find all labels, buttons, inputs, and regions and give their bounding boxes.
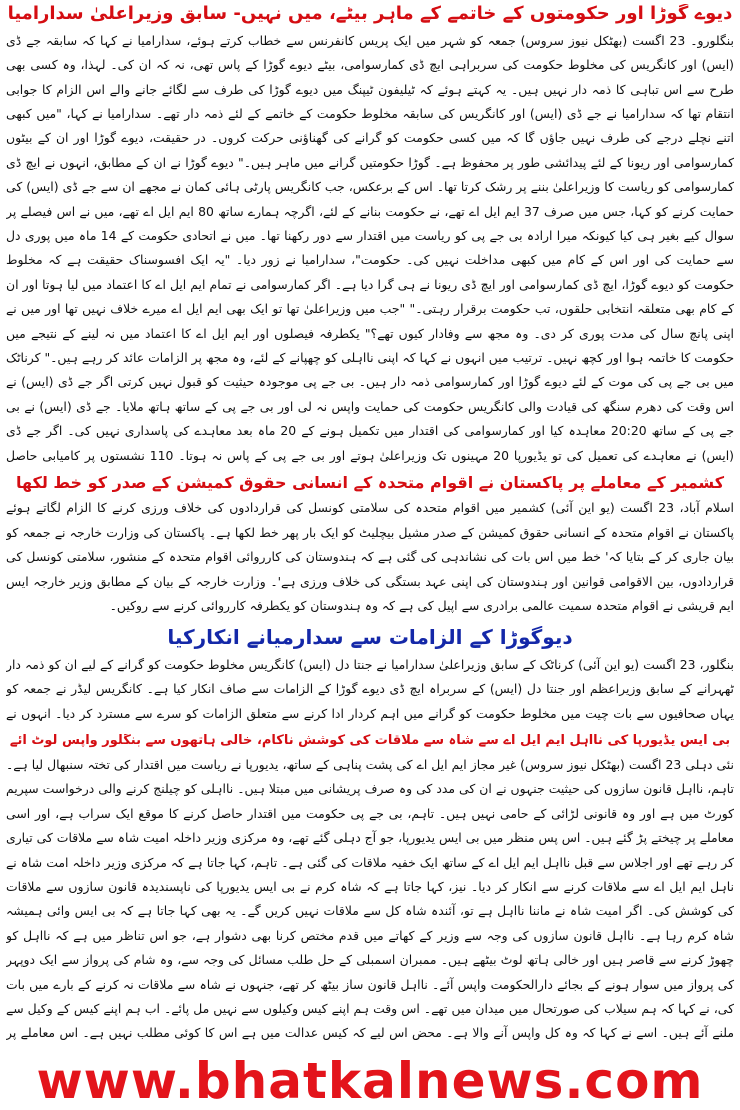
article-sadaramaiah-denial <box>6 4 734 471</box>
article-devegowda-allegations <box>6 626 734 728</box>
article-body: بنگلورو۔ 23 اگست (بھٹکل نیوز سروس) جمعہ کو شہر میں ایک پریس کانفرنس سے خطاب کرتے ہوئے، سدارامیا نے کہا کہ سابقہ جے ڈی (ایس) اور کانگریس کی مخلوط حکومت کی سربراہی ایچ ڈی کمارسوامی، بیٹے دیوے گوڑا کے پاس تھی، نہ کہ ان کی۔ لہذا، وہ کسی بھی طرح سے اس تباہی کا ذمہ دار نہیں ہیں۔ یہ کہتے ہوئے کہ ٹیلیفون ٹیپنگ میں دیوے گوڑا کی طرف سے لگائے جانے والے اس الزام کا جوابی انتقام تھا کہ سدارامیا نے جے ڈی (ایس) اور کانگریس کی سابقہ مخلوط حکومت کے خاتمے کے لئے ذمہ دار تھے۔ سدارامیا نے کہا، "میں کبھی اتنے نچلے درجے کی طرف نہیں جاؤں گا کہ میں کسی حکومت کو گرانے کی گھناؤنی حرکت کروں۔ در حقیقت، دیوے گوڑا اور ان کے بیٹوں کمارسوامی اور ریونا کے لئے پیدائشی طور پر محفوظ ہے۔ گوڑا حکومتیں گرانے میں ماہر ہیں۔" دیوے گوڑا نے ان کے مطابق، انہوں نے ایچ ڈی کمارسوامی کو ریاست کا وزیراعلیٰ بننے پر رشک کرتا تھا۔ اس کے برعکس، جب کانگریس پارٹی ہائی کمان نے مجھے ان سے جے ڈی (ایس) کی حمایت کرنے کو کہا، جس میں صرف 37 ایم ایل اے تھے، نے حکومت بنانے کے لئے، اگرچہ ہمارے ساتھ 80 ایم ایل اے تھے، میں نے اس فیصلے پر سوال کیے بغیر ہی کیا کیونکہ میرا ارادہ بی جے پی کو ریاست میں اقتدار سے دور رکھنا تھا۔ میں نے اتحادی حکومت کے 14 ماہ میں پوری دل سے حمایت کی اور اس کے کام میں کبھی مداخلت نہیں کی۔ حکومت"، سدارامیا نے زور دیا۔ "یہ ایک افسوسناک حقیقت ہے کہ مخلوط حکومت کو دیوے گوڑا، ایچ ڈی کمارسوامی اور ایچ ڈی ریونا نے ہی گرا دیا ہے۔ اگر کمارسوامی نے تمام ایم ایل اے کا اعتماد میں لیا ہوتا اور ان کے کام بھی متعلقہ انتخابی حلقوں، تب حکومت برقرار رہتی۔" "جب میں وزیراعلیٰ تھا تو ایک بھی ایم ایل اے میرے خلاف نہیں تھا اور میں نے اپنی پانچ سال کی مدت پوری کر دی۔ وہ مجھ سے وفادار کیوں تھے؟" یکطرفہ فیصلوں اور ایم ایل اے کا اعتماد میں نہ لینے کے نتیجے میں حکومت کا خاتمہ ہوا اور کچھ نہیں۔ ترتیب میں انہوں نے کہا کہ اپنی نااہلی کو چھپانے کے لئے، وہ مجھ پر الزامات عائد کر رہے ہیں۔" کرناٹک میں بی جے پی کی موت کے لئے دیوے گوڑا اور کمارسوامی ذمہ دار ہیں۔ بی جے پی موجودہ حیثیت کو قبول نہیں کرتی اگر جے ڈی (ایس) نے اس وقت کی دھرم سنگھ کی قیادت والی کانگریس حکومت کی حمایت واپس نہ لی اور بی جے پی کے ساتھ ہاتھ ملایا۔ جے ڈی (ایس) نے بی جے پی کے ساتھ 20:20 معاہدہ کیا اور کمارسوامی کی اقتدار میں تکمیل ہونے کے 20 ماہ بعد معاہدے کی پاسداری نہیں کی۔ اگر جے ڈی (ایس) نے معاہدے کی تعمیل کی تو یڈیورپا 20 مہینوں تک وزیراعلیٰ ہوتے اور بی جے پی کے پاس نہ ہوتا۔ 110 نشستوں پر کامیابی حاصل <box>6 32 734 463</box>
article-kashmir-pakistan-letter <box>6 474 734 620</box>
article-body: نئی دہلی 23 اگست (بھٹکل نیوز سروس) غیر مجاز ایم ایل اے کی پشت پناہی کے ساتھ، یدیورپا نے ریاست میں اقتدار کی تختہ سنبھال لیا ہے۔ تاہم، نااہل قانون سازوں کی حیثیت جنہوں نے ان کی مدد کی وہ صرف پریشانی میں مبتلا ہیں۔ نااہلی کو چیلنج کرنے والی درخواست سپریم کورٹ میں ہے اور وہ قانونی لڑائی کے حامی نہیں ہیں۔ تاہم، بی جے پی حکومت میں اقتدار حاصل کرنے کا موقع ایک سراب ہے، اور اسی معاملے پر چیختے پڑ گئے ہیں۔ اس پس منظر میں بی ایس یدیورپا، جو آج دہلی گئے تھے، وہ مرکزی وزیر داخلہ امیت شاہ سے ملاقات کی تیاری کر رہے تھے اور اجلاس سے قبل نااہل ایم ایل اے کے ساتھ ایک خفیہ ملاقات کی گئی ہے۔ تاہم، کہا جاتا ہے کہ مرکزی وزیر داخلہ امت شاہ نے ناہل ایم ایل اے سے ملاقات کرنے سے انکار کر دیا۔ نیز، کہا جاتا ہے کہ شاہ کرم نے بی ایس یدیورپا کی ناپسندیدہ قانون سازوں سے ملاقات کی کوشش کی۔ اگر امیت شاہ نے ماننا نااہل ہے تو، آئندہ شاہ کل سے ملاقات نہیں کریں گے۔ یہ بھی کہا جاتا ہے کہ بی ایس وائی ہمیشہ شاہ کرم رہا ہے۔ نااہل قانون سازوں کی وجہ سے وزیر کے کھاتے میں قدم مختص کرنا بھی دشوار ہے، جو اس تناظر میں ہے کہ نااہل کو چھوڑ کرنے سے قاصر ہیں اور خالی ہاتھ لوٹ بیٹھے ہیں۔ ممبران اسمبلی کے حل طلب مسائل کی وجہ سے، وہ شام کی پرواز سے ایک دوپہر کی پرواز میں سوار ہونے کے بجائے دارالحکومت واپس آئے۔ نااہل قانون ساز بیٹھ کر تھے، جنہوں نے شاہ سے ملاقات نہ کرنے کے بارے میں بات کی، نے کہا کہ ہم سیلاب کی صورتحال میں میدان میں تھے۔ اس وقت ہم اپنے کیس وکیلوں سے نہیں مل پائے۔ اب ہم اپنے کیس کے وکیل سے ملنے آئے ہیں۔ اسے نے کہا کہ وہ کل واپس آنے والا ہے۔ محض اس لیے کہ کیس عدالت میں ہے اس کا کوئی مطلب نہیں ہے۔ اس معاملے پر <box>6 756 734 1041</box>
article-headline: بی ایس یڈیورپا کی نااہل ایم ایل اے سے شاہ سے ملاقات کی کوشش ناکام، خالی ہاتھوں سے بنگلور واپس لوٹ آئے <box>9 734 731 748</box>
article-body: بنگلور، 23 اگست (یو این آئی) کرناٹک کے سابق وزیراعلیٰ سدارامیا نے جنتا دل (ایس) کانگریس مخلوط حکومت کو گرانے کے لیے ان کو ذمہ دار ٹھہرانے کے سابق وزیراعظم اور جنتا دل (ایس) کے سربراہ ایچ ڈی دیوے گوڑا کے الزامات سے صاف انکار کیا ہے۔ کانگریس لیڈر نے جمعہ کو یہاں صحافیوں سے بات چیت میں مخلوط حکومت کو گرانے میں اہم کردار ادا کرنے سے متعلق الزامات کو سرے سے مسترد کر دیا۔ انہوں نے <box>6 657 734 721</box>
article-headline: دیوے گوڑا اور حکومتوں کے خاتمے کے ماہر بیٹے، میں نہیں- سابق وزیراعلیٰ سدارامیا <box>7 4 733 24</box>
article-yediyurappa-shah-meeting <box>6 734 734 1048</box>
article-body: اسلام آباد، 23 اگست (یو این آئی) کشمیر میں اقوام متحدہ کی سلامتی کونسل کی قراردادوں کی خلاف ورزی کرنے کا الزام لگاتے ہوئے پاکستان نے اقوام متحدہ کے انسانی حقوق کمیشن کے صدر مشیل بیچلیٹ کو ایک بار پھر خط لکھا ہے۔ پاکستان کی وزارت خارجہ نے جمعہ کو بیان جاری کر کے بتایا کہ' خط میں اس بات کی نشاندہی کی گئی ہے کہ ہندوستان کی کارروائی اقوام متحدہ کے منشور، سلامتی کونسل کی قراردادوں، بین الاقوامی قوانین اور ہندوستان کی اپنی عہد بستگی کی خلاف ورزی ہے'۔ وزارت خارجہ کے بیان کے مطابق وزیر خارجہ ایس ایم قریشی نے اقوام متحدہ سمیت عالمی برادری سے اپیل کی ہے کہ وہ ہندوستان کو یکطرفہ کارروائی کرنے سے روکیں۔ <box>6 500 734 614</box>
site-url-footer: www.bhatkalnews.com <box>36 1052 704 1110</box>
article-headline: دیوگوڑا کے الزامات سے سدارمیانے انکارکیا <box>167 626 573 649</box>
article-headline: کشمیر کے معاملے پر پاکستان نے اقوام متحدہ کے انسانی حقوق کمیشن کے صدر کو خط لکھا <box>15 474 725 492</box>
